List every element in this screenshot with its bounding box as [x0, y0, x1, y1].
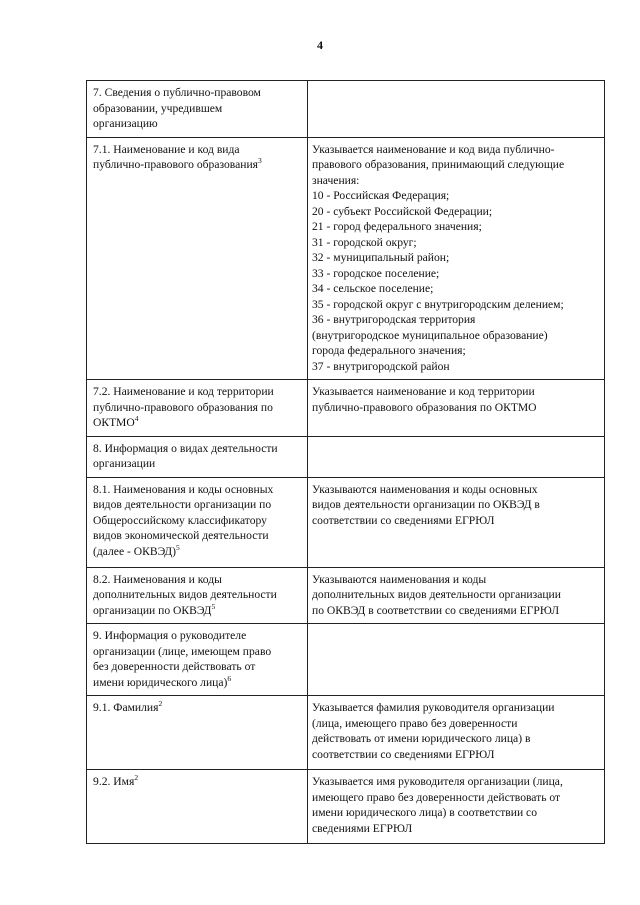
field-name-line	[93, 157, 303, 173]
field-description-cell	[308, 380, 605, 437]
field-name-cell	[87, 567, 308, 624]
document-table-body	[87, 81, 605, 844]
field-name-cell	[87, 770, 308, 844]
field-description-cell	[308, 137, 605, 380]
field-description-line: 20 - субъект Российской Федерации;	[312, 204, 493, 218]
field-name-text: 7.2. Наименование и код территории	[93, 385, 274, 398]
field-description-line: Указывается наименование и код вида публично-	[312, 142, 555, 156]
field-description-cell	[308, 696, 605, 770]
field-name-line	[93, 675, 303, 691]
field-name-text: 8.1. Наименования и коды основных	[93, 482, 274, 496]
field-name-line	[93, 528, 303, 544]
field-name-text: ОКТМО	[93, 416, 135, 429]
field-description-line: действовать от имени юридического лица) в	[312, 732, 531, 745]
field-name-text: организацию	[93, 117, 158, 130]
field-description-line: 37 - внутригородской район	[312, 359, 450, 373]
page-number: 4	[317, 38, 323, 52]
field-name-line	[93, 603, 303, 619]
field-description-line: сведениями ЕГРЮЛ	[312, 821, 413, 835]
table-row	[87, 81, 605, 138]
field-description-line: 21 - город федерального значения;	[312, 220, 482, 233]
field-description-line: Указывается наименование и код территории	[312, 385, 535, 398]
field-name-line	[93, 441, 303, 457]
field-name-text: 9. Информация о руководителе	[93, 629, 247, 642]
field-description-line: 35 - городской округ с внутригородским делением;	[312, 297, 564, 311]
footnote-marker: 5	[211, 601, 216, 611]
field-name-text: видов экономической деятельности	[93, 529, 269, 542]
field-description-line: 36 - внутригородская территория	[312, 313, 476, 326]
field-name-text: публично-правового образования	[93, 158, 258, 171]
field-description-line: видов деятельности организации по ОКВЭД в	[312, 498, 540, 511]
field-name-line	[93, 142, 303, 158]
field-name-line	[93, 644, 303, 660]
field-description-cell	[308, 624, 605, 696]
field-name-line	[93, 497, 303, 513]
field-description-line: 32 - муниципальный район;	[312, 251, 450, 264]
field-name-cell	[87, 624, 308, 696]
field-name-text: 9.1. Фамилия	[93, 701, 159, 714]
field-name-line	[93, 101, 303, 117]
field-name-line	[93, 400, 303, 416]
field-description-line: Указывается фамилия руководителя организации	[312, 701, 555, 714]
field-description-line: соответствии со сведениями ЕГРЮЛ	[312, 747, 495, 761]
field-name-text: 8.2. Наименования и коды	[93, 572, 222, 586]
field-name-text: 9.2. Имя	[93, 775, 135, 788]
field-name-cell	[87, 380, 308, 437]
footnote-marker: 2	[134, 773, 139, 783]
field-description-line: 33 - городское поселение;	[312, 266, 440, 280]
field-name-line	[93, 544, 303, 560]
table-row	[87, 567, 605, 624]
table-row	[87, 137, 605, 380]
field-description-line: Указываются наименования и коды основных	[312, 482, 538, 496]
field-name-line	[93, 456, 303, 472]
field-name-line	[93, 587, 303, 603]
field-name-line	[93, 572, 303, 588]
footnote-marker: 3	[258, 156, 262, 166]
field-description-line: имеющего право без доверенности действовать от	[312, 790, 561, 804]
field-description-line: публично-правового образования по ОКТМО	[312, 400, 537, 414]
field-name-line	[93, 116, 303, 132]
table-row	[87, 696, 605, 770]
field-name-line	[93, 513, 303, 529]
field-description-line: значения:	[312, 173, 360, 187]
field-description-line: Указываются наименования и коды	[312, 572, 487, 586]
field-name-cell	[87, 477, 308, 567]
field-description-line: 34 - сельское поселение;	[312, 282, 434, 295]
field-name-cell	[87, 436, 308, 477]
field-name-cell	[87, 81, 308, 138]
field-name-text: (далее - ОКВЭД)	[93, 544, 177, 558]
table-row	[87, 380, 605, 437]
field-description-cell	[308, 436, 605, 477]
field-description-cell	[308, 81, 605, 138]
field-name-text: организации	[93, 457, 156, 470]
field-description-line: дополнительных видов деятельности организации	[312, 588, 561, 601]
field-name-text: публично-правового образования по	[93, 400, 273, 414]
field-name-text: 7. Сведения о публично-правовом	[93, 86, 261, 99]
field-description-line: 10 - Российская Федерация;	[312, 189, 450, 202]
field-name-text: без доверенности действовать от	[93, 660, 256, 673]
field-description-line: правового образования, принимающий следующие	[312, 158, 565, 171]
footnote-marker: 2	[158, 699, 163, 709]
field-description-line: по ОКВЭД в соответствии со сведениями ЕГРЮЛ	[312, 603, 560, 617]
table-row	[87, 770, 605, 844]
field-description-line: (лица, имеющего право без доверенности	[312, 716, 518, 730]
field-name-line	[93, 774, 303, 790]
field-name-line	[93, 85, 303, 101]
field-name-line	[93, 628, 303, 644]
field-description-line: (внутригородское муниципальное образование)	[312, 328, 548, 342]
field-name-line	[93, 384, 303, 400]
field-description-line: Указывается имя руководителя организации (лица,	[312, 775, 563, 788]
field-name-text: видов деятельности организации по	[93, 498, 272, 511]
table-row	[87, 624, 605, 696]
field-description-cell	[308, 567, 605, 624]
field-description-cell	[308, 477, 605, 567]
field-description-line: соответствии со сведениями ЕГРЮЛ	[312, 513, 495, 527]
field-name-text: имени юридического лица)	[93, 675, 228, 689]
field-name-text: 7.1. Наименование и код вида	[93, 142, 240, 156]
field-name-line	[93, 415, 303, 431]
footnote-marker: 6	[227, 673, 232, 683]
table-row	[87, 477, 605, 567]
field-name-text: 8. Информация о видах деятельности	[93, 441, 278, 455]
field-description-line: имени юридического лица) в соответствии со	[312, 806, 537, 819]
field-name-text: дополнительных видов деятельности	[93, 588, 277, 601]
document-table	[86, 80, 605, 844]
field-name-line	[93, 482, 303, 498]
field-name-cell	[87, 137, 308, 380]
field-description-line: города федерального значения;	[312, 344, 466, 357]
field-name-text: Общероссийскому классификатору	[93, 513, 267, 527]
field-name-cell	[87, 696, 308, 770]
field-name-line	[93, 700, 303, 716]
field-name-line	[93, 659, 303, 675]
field-name-text: образовании, учредившем	[93, 101, 223, 115]
field-name-text: организации (лице, имеющем право	[93, 644, 272, 658]
footnote-marker: 4	[134, 414, 139, 424]
field-name-text: организации по ОКВЭД	[93, 603, 212, 617]
table-row	[87, 436, 605, 477]
field-description-line: 31 - городской округ;	[312, 235, 417, 249]
footnote-marker: 5	[176, 542, 180, 552]
field-description-cell	[308, 770, 605, 844]
